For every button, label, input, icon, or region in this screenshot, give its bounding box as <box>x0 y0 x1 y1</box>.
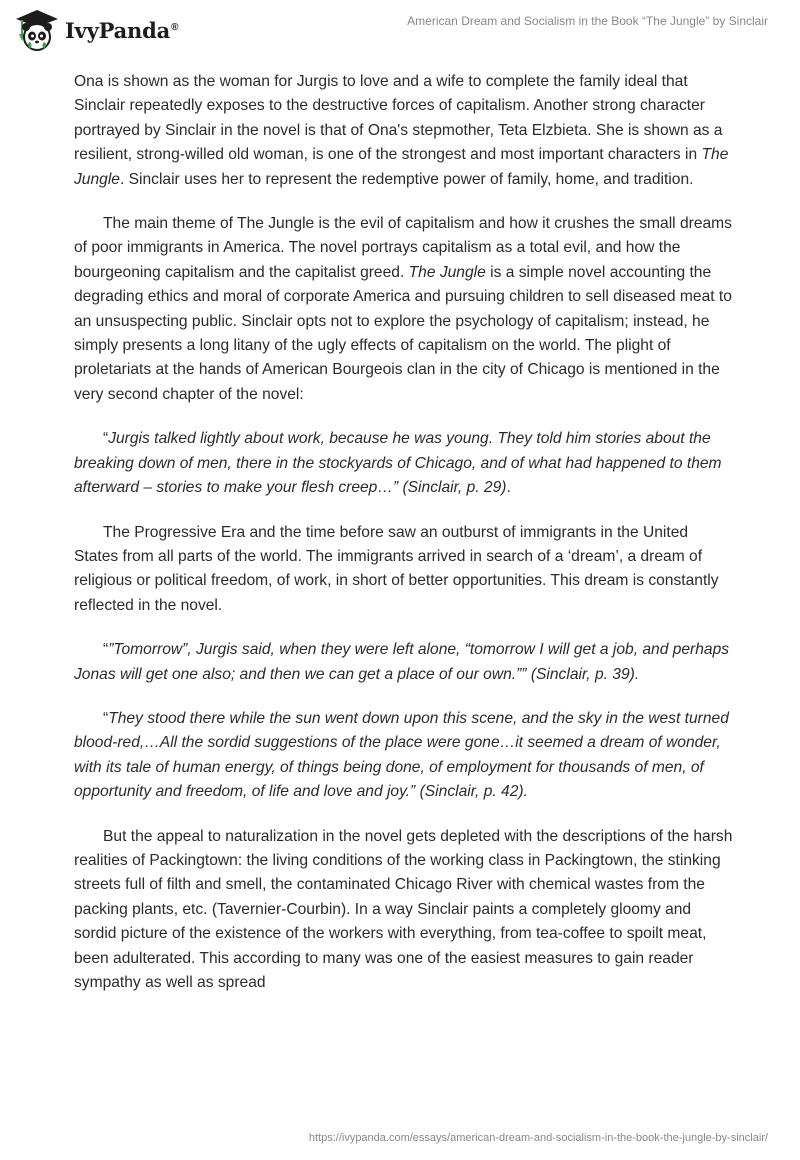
paragraph-ona <box>74 70 734 192</box>
paragraph-text: The Progressive Era and the time before saw an outburst of immigrants in the United States from all parts of the world. The immigrants arrived in search of a ‘dream’, a dream of religious or political freedom, of work, in short of better opportunities. This dream is constantly reflected in the novel. <box>74 523 719 614</box>
paragraph-text: But the appeal to naturalization in the novel gets depleted with the descriptions of the harsh realities of Packingtown: the living conditions of the working class in Packingtown, the stinking streets full of filth and smell, the contaminated Chicago River with chemical wastes from the packing plants, etc. (Tavernier-Courbin). In a way Sinclair paints a completely gloomy and sordid picture of the existence of the workers with everything, from tea-coffee to spoilt meat, been adulterated. This according to many was one of the easiest measures to gain reader sympathy as well as spread <box>74 827 733 991</box>
paragraph-text: Ona is shown as the woman for Jurgis to love and a wife to complete the family ideal that Sinclair repeatedly exposes to the destructive forces of capitalism. Another strong character portrayed by Sinclair in the novel is that of Ona's stepmother, Teta Elzbieta. She is shown as a resilient, strong-willed old woman, is one of the strongest and most important characters in <box>74 73 723 164</box>
document-title: American Dream and Socialism in the Book “The Jungle” by Sinclair <box>407 14 768 28</box>
paragraph-main-theme <box>74 212 734 407</box>
paragraph-progressive-era <box>74 521 734 619</box>
paragraph-packingtown <box>74 825 734 996</box>
logo-name: IvyPanda <box>65 17 171 43</box>
registered-mark: ® <box>171 21 179 33</box>
essay-body <box>74 70 734 1015</box>
quote-end: . <box>506 479 511 497</box>
quote-open-mark: “ <box>103 709 109 727</box>
source-url[interactable]: https://ivypanda.com/essays/american-dream-and-socialism-in-the-book-the-jungle-by-sinclair/ <box>308 1132 768 1144</box>
quote-open-mark: “ <box>103 641 109 659</box>
book-title: The Jungle <box>408 263 486 281</box>
quote-text: They stood there while the sun went down upon this scene, and the sky in the west turned blood-red,…All the sordid suggestions of the place were gone…it seemed a dream of wonder, with its tale of human energy, of things being done, of employment for thousands of men, of opportunity and freedom, of life and love and joy.” (Sinclair, p. 42). <box>74 709 729 801</box>
book-title: The Jungle <box>74 146 729 188</box>
quote-text: ”Tomorrow”, Jurgis said, when they were left alone, “tomorrow I will get a job, and perhaps Jonas will get one also; and then we can get a place of our own.”” (Sinclair, p. 39). <box>74 641 730 683</box>
logo-wordmark <box>65 18 178 43</box>
page-header <box>0 0 800 64</box>
quote-tomorrow <box>74 638 734 687</box>
quote-text: Jurgis talked lightly about work, because he was young. They told him stories about the breaking down of men, there in the stockyards of Chicago, and of what had happened to them afterward – stories to make your flesh creep…” (Sinclair, p. 29) <box>74 430 722 497</box>
quote-sunset <box>74 707 734 805</box>
quote-open-mark: “ <box>103 430 109 448</box>
ivypanda-logo[interactable] <box>14 8 178 52</box>
quote-jurgis-work <box>74 427 734 500</box>
paragraph-text: . Sinclair uses her to represent the redemptive power of family, home, and tradition. <box>119 170 694 188</box>
paragraph-text: is a simple novel accounting the degrading ethics and moral of corporate America and pursuing children to sell diseased meat to an unsuspecting public. Sinclair opts not to explore the psychology of capitalism; instead, he simply presents a long litany of the ugly effects of capitalism on the world. The plight of proletariats at the hands of American Bourgeois clan in the city of Chicago is mentioned in the very second chapter of the novel: <box>74 263 732 403</box>
panda-graduate-icon <box>14 8 60 52</box>
paragraph-text: The main theme of The Jungle is the evil of capitalism and how it crushes the small dreams of poor immigrants in America. The novel portrays capitalism as a total evil, and how the bourgeoning capitalism and the capitalist greed. <box>74 215 732 281</box>
